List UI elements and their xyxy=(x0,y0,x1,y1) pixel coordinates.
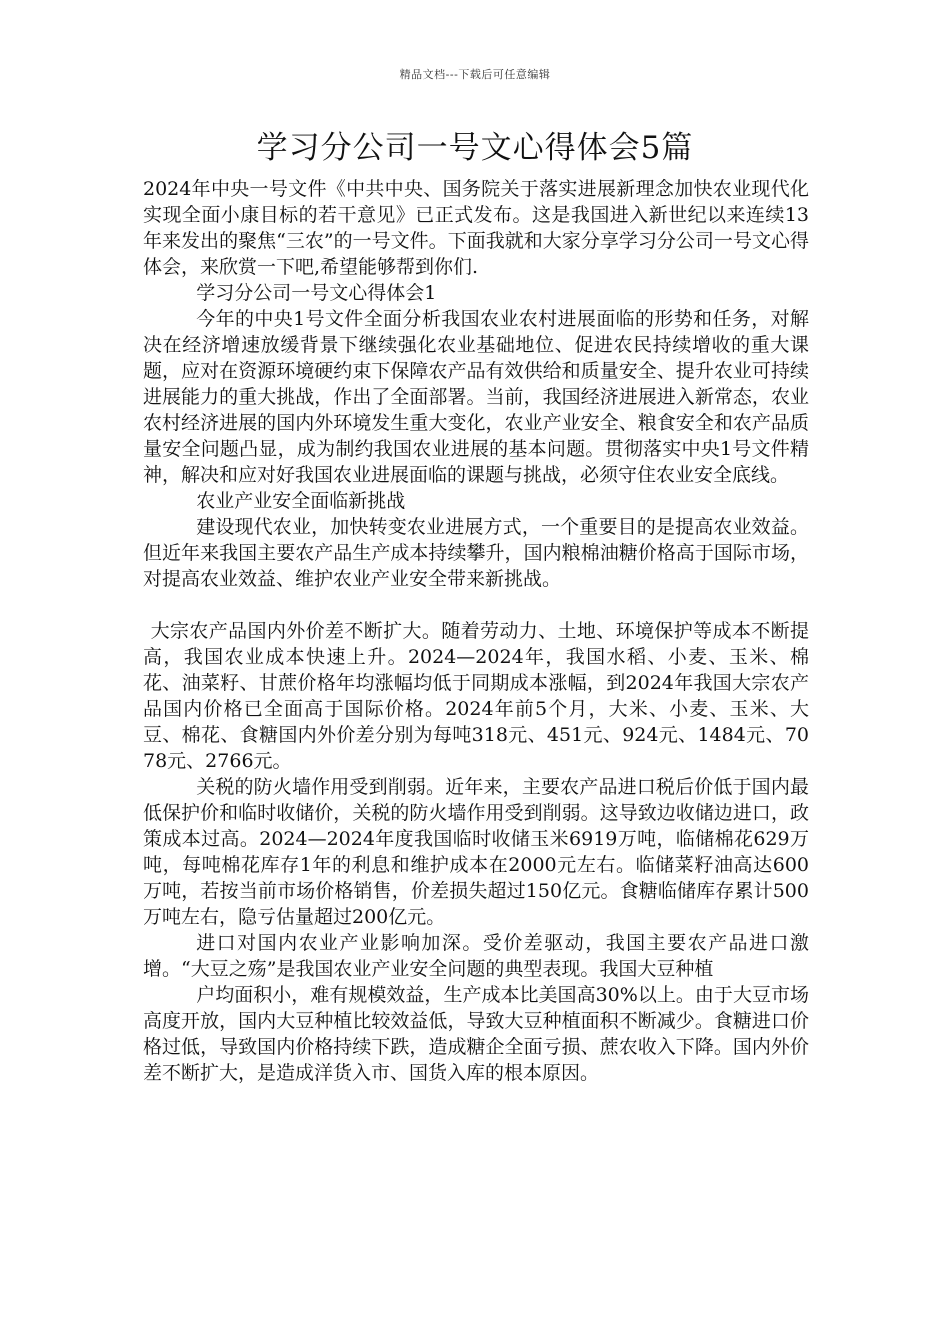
subsection-heading: 农业产业安全面临新挑战 xyxy=(196,490,406,512)
body-paragraph: 户均面积小，难有规模效益，生产成本比美国高30%以上。由于大豆市场高度开放，国内大豆种植比较效益低，导致大豆种植面积不断减少。食糖进口价格过低，导致国内价格持续下跌，造成糖企全面亏损、蔗农收入下降。国内外价差不断扩大，是造成洋货入市、国货入库的根本原因。 xyxy=(143,984,809,1084)
body-paragraph: 建设现代农业，加快转变农业进展方式，一个重要目的是提高农业效益。但近年来我国主要农产品生产成本持续攀升，国内粮棉油糖价格高于国际市场，对提高农业效益、维护农业产业安全带来新挑战。 xyxy=(143,516,809,590)
body-paragraph: 进口对国内农业产业影响加深。受价差驱动，我国主要农产品进口激增。“大豆之殇”是我国农业产业安全问题的典型表现。我国大豆种植 xyxy=(143,932,809,980)
document-body xyxy=(143,176,809,1086)
body-paragraph: 今年的中央1号文件全面分析我国农业农村进展面临的形势和任务，对解决在经济增速放缓背景下继续强化农业基础地位、促进农民持续增收的重大课题，应对在资源环境硬约束下保障农产品有效供给和质量安全、提升农业可持续进展能力的重大挑战，作出了全面部署。当前，我国经济进展进入新常态，农业农村经济进展的国内外环境发生重大变化，农业产业安全、粮食安全和农产品质量安全问题凸显，成为制约我国农业进展的基本问题。贯彻落实中央1号文件精神，解决和应对好我国农业进展面临的课题与挑战，必须守住农业安全底线。 xyxy=(143,308,809,486)
section-heading: 学习分公司一号文心得体会1 xyxy=(196,282,437,304)
paragraph-spacer xyxy=(143,592,809,618)
body-paragraph: 大宗农产品国内外价差不断扩大。随着劳动力、土地、环境保护等成本不断提高，我国农业成本快速上升。2024—2024年，我国水稻、小麦、玉米、棉花、油菜籽、甘蔗价格年均涨幅均低于同期成本涨幅，到2024年我国大宗农产品国内价格已全面高于国际价格。2024年前5个月，大米、小麦、玉米、大豆、棉花、食糖国内外价差分别为每吨318元、451元、924元、1484元、7078元、2766元。 xyxy=(143,620,809,772)
page-header-note: 精品文档---下载后可任意编辑 xyxy=(399,68,551,81)
document-title: 学习分公司一号文心得体会5篇 xyxy=(256,130,694,166)
body-paragraph: 关税的防火墙作用受到削弱。近年来，主要农产品进口税后价低于国内最低保护价和临时收储价，关税的防火墙作用受到削弱。这导致边收储边进口，政策成本过高。2024—2024年度我国临时收储玉米6919万吨，临储棉花629万吨，每吨棉花库存1年的利息和维护成本在2000元左右。临储菜籽油高达600万吨，若按当前市场价格销售，价差损失超过150亿元。食糖临储库存累计500万吨左右，隐亏估量超过200亿元。 xyxy=(143,776,809,928)
intro-paragraph: 2024年中央一号文件《中共中央、国务院关于落实进展新理念加快农业现代化实现全面小康目标的若干意见》已正式发布。这是我国进入新世纪以来连续13年来发出的聚焦“三农”的一号文件。下面我就和大家分享学习分公司一号文心得体会，来欣赏一下吧,希望能够帮到你们. xyxy=(143,178,809,278)
